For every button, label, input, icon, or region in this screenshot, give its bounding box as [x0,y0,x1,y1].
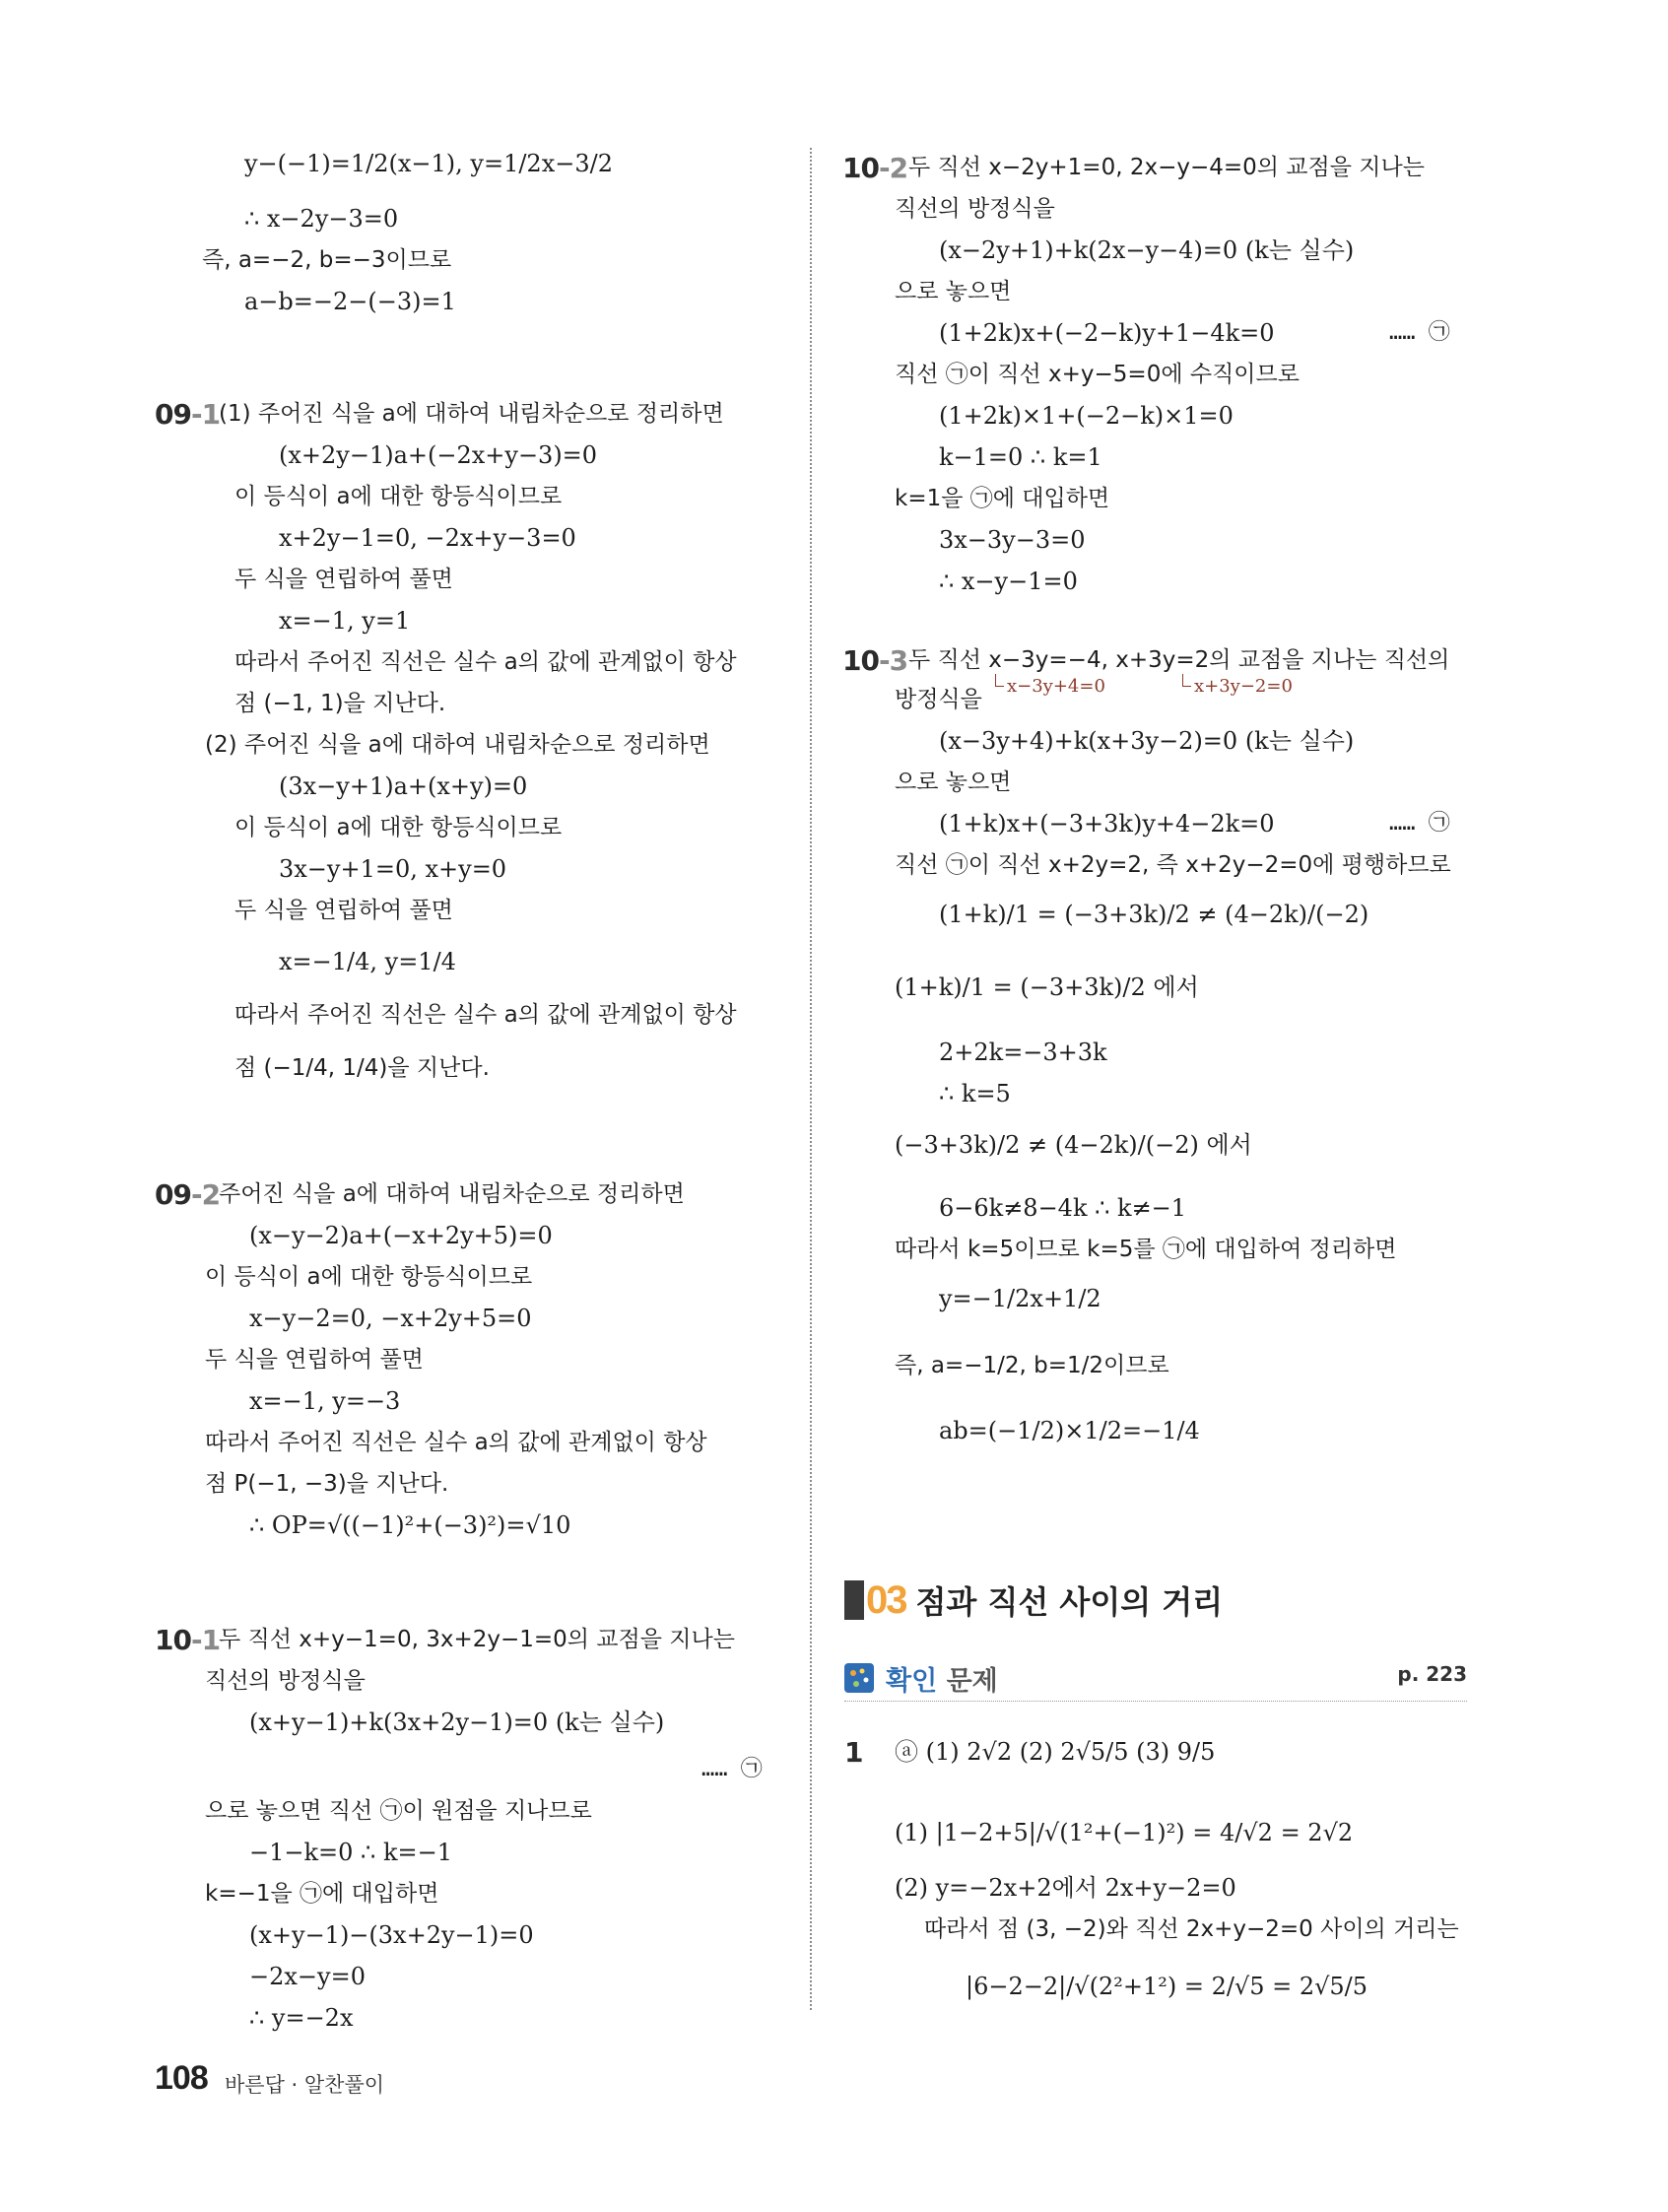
equation-marker: …… ㉠ [701,1757,763,1781]
page-number: 108 [155,2059,208,2097]
text-line: 따라서 주어진 직선은 실수 a의 값에 관계없이 항상 [234,1002,737,1028]
text-line: 점 P(−1, −3)을 지난다. [205,1471,449,1497]
text-line: (x−y−2)a+(−x+2y+5)=0 [249,1222,553,1249]
text-line: 점 (−1/4, 1/4)을 지난다. [234,1055,490,1081]
annotation-bracket [995,674,1004,687]
text-line: ⓐ (1) 2√2 (2) 2√5/5 (3) 9/5 [895,1738,1216,1766]
text-line: (2) y=−2x+2에서 2x+y−2=0 [895,1874,1236,1902]
text-line: k−1=0 ∴ k=1 [939,443,1102,471]
text-line: (x+2y−1)a+(−2x+y−3)=0 [279,441,598,469]
text-line: ∴ x−2y−3=0 [244,205,399,233]
text-line: 직선 ㉠이 직선 x+y−5=0에 수직이므로 [895,362,1300,387]
equation-marker: …… ㉠ [1389,811,1450,836]
text-line: (−3+3k)/2 ≠ (4−2k)/(−2) 에서 [895,1131,1252,1159]
text-line: x+2y−1=0, −2x+y−3=0 [279,524,576,552]
text-line: 직선의 방정식을 [895,196,1055,222]
text-line: k=−1을 ㉠에 대입하면 [205,1881,439,1907]
text-line: y−(−1)=1/2(x−1), y=1/2x−3/2 [244,150,613,177]
text-line: (2) 주어진 식을 a에 대하여 내림차순으로 정리하면 [205,732,710,758]
text-line: 따라서 점 (3, −2)와 직선 2x+y−2=0 사이의 거리는 [924,1916,1459,1942]
text-line: 이 등식이 a에 대한 항등식이므로 [234,484,563,509]
text-line: 두 직선 x−2y+1=0, 2x−y−4=0의 교점을 지나는 [908,155,1425,180]
text-line: (3x−y+1)a+(x+y)=0 [279,772,528,800]
dashed-rule [844,1701,1467,1702]
text-line: 으로 놓으면 [895,279,1012,304]
text-line: 이 등식이 a에 대한 항등식이므로 [234,815,563,840]
text-line: 두 식을 연립하여 풀면 [234,567,453,592]
section-number: 03 [866,1577,906,1622]
text-line: x=−1/4, y=1/4 [279,948,456,975]
text-line: |6−2−2|/√(2²+1²) = 2/√5 = 2√5/5 [966,1973,1368,2000]
problem-label-09-1: 09-1 [155,398,221,431]
text-line: ∴ k=5 [939,1080,1011,1107]
text-line: (x−2y+1)+k(2x−y−4)=0 (k는 실수) [939,236,1355,264]
text-line: k=1을 ㉠에 대입하면 [895,486,1110,511]
text-line: (1) |1−2+5|/√(1²+(−1)²) = 4/√2 = 2√2 [895,1819,1354,1846]
text-line: ∴ y=−2x [249,2004,354,2032]
annotation-bracket [1182,674,1191,687]
text-line: 직선의 방정식을 [205,1668,366,1694]
problem-label-10-1: 10-1 [155,1624,221,1656]
book-title: 바른답 · 알찬풀이 [225,2073,385,2097]
text-line: (1+2k)×1+(−2−k)×1=0 [939,402,1234,430]
text-line: 두 직선 x+y−1=0, 3x+2y−1=0의 교점을 지나는 [219,1627,735,1652]
text-line: (x+y−1)+k(3x+2y−1)=0 (k는 실수) [249,1709,665,1736]
problem-label-10-2: 10-2 [842,152,908,184]
text-line: 즉, a=−1/2, b=1/2이므로 [895,1353,1169,1378]
text-line: y=−1/2x+1/2 [939,1285,1101,1312]
check-icon [844,1663,874,1693]
text-line: ab=(−1/2)×1/2=−1/4 [939,1417,1200,1444]
text-line: 3x−3y−3=0 [939,526,1086,554]
page-reference: p. 223 [1397,1662,1467,1686]
text-line: 두 직선 x−3y=−4, x+3y=2의 교점을 지나는 직선의 [908,647,1450,673]
equation-marker: …… ㉠ [1389,320,1450,345]
section-header [844,1578,1223,1622]
text-line: 으로 놓으면 [895,770,1012,795]
text-line: 이 등식이 a에 대한 항등식이므로 [205,1264,533,1290]
text-line: x=−1, y=−3 [249,1387,401,1415]
text-line: 따라서 주어진 직선은 실수 a의 값에 관계없이 항상 [234,649,737,675]
text-line: x=−1, y=1 [279,607,411,635]
text-line: (1) 주어진 식을 a에 대하여 내림차순으로 정리하면 [219,401,724,427]
text-line: 3x−y+1=0, x+y=0 [279,855,507,883]
text-line: (1+k)x+(−3+3k)y+4−2k=0 [939,810,1275,838]
check-title: 확인 문제 [886,1665,998,1697]
annotation: x+3y−2=0 [1194,676,1293,697]
text-line: 방정식을 [895,687,982,712]
text-line: 점 (−1, 1)을 지난다. [234,691,446,716]
text-line: 2+2k=−3+3k [939,1039,1107,1066]
text-line: 즉, a=−2, b=−3이므로 [202,247,452,273]
text-line: a−b=−2−(−3)=1 [244,288,456,315]
text-line: (1+k)/1 = (−3+3k)/2 에서 [895,973,1199,1001]
text-line: 따라서 k=5이므로 k=5를 ㉠에 대입하여 정리하면 [895,1237,1397,1262]
check-problems-header [844,1658,1467,1698]
text-line: ∴ OP=√((−1)²+(−3)²)=√10 [249,1511,571,1539]
text-line: (x+y−1)−(3x+2y−1)=0 [249,1921,534,1949]
text-line: 두 식을 연립하여 풀면 [234,898,453,923]
text-line: (1+2k)x+(−2−k)y+1−4k=0 [939,319,1275,347]
text-line: (x−3y+4)+k(x+3y−2)=0 (k는 실수) [939,727,1355,755]
text-line: 직선 ㉠이 직선 x+2y=2, 즉 x+2y−2=0에 평행하므로 [895,852,1451,878]
problem-label-10-3: 10-3 [842,644,908,677]
text-line: 주어진 식을 a에 대하여 내림차순으로 정리하면 [219,1181,685,1207]
text-line: 으로 놓으면 직선 ㉠이 원점을 지나므로 [205,1798,592,1824]
text-line: 두 식을 연립하여 풀면 [205,1347,424,1373]
section-bar [844,1580,864,1620]
annotation: x−3y+4=0 [1007,676,1105,697]
section-title: 점과 직선 사이의 거리 [915,1583,1224,1621]
text-line: 6−6k≠8−4k ∴ k≠−1 [939,1194,1187,1222]
text-line: 따라서 주어진 직선은 실수 a의 값에 관계없이 항상 [205,1430,707,1455]
text-line: −2x−y=0 [249,1963,366,1990]
problem-label-1: 1 [844,1736,863,1769]
text-line: (1+k)/1 = (−3+3k)/2 ≠ (4−2k)/(−2) [939,901,1369,928]
text-line: −1−k=0 ∴ k=−1 [249,1839,452,1866]
problem-label-09-2: 09-2 [155,1178,221,1211]
text-line: x−y−2=0, −x+2y+5=0 [249,1305,532,1332]
text-line: ∴ x−y−1=0 [939,568,1078,595]
column-divider [810,148,812,2010]
